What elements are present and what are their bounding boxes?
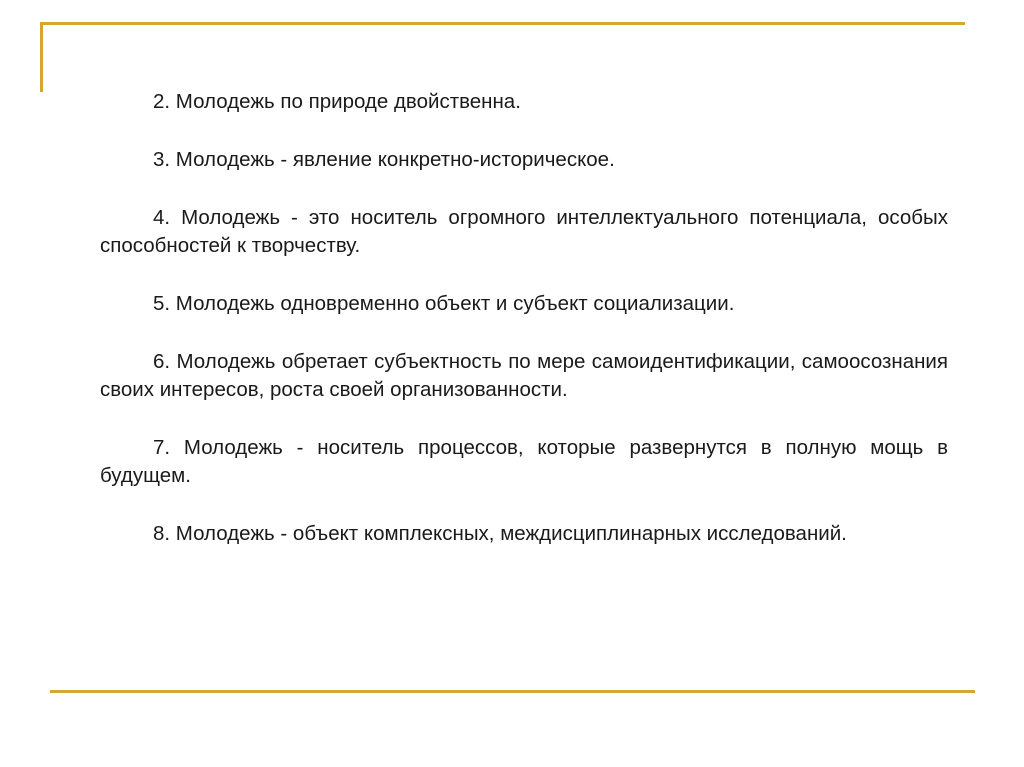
list-item-4: 4. Молодежь - это носитель огромного интеллектуального потенциала, особых способностей к творчеству. [100, 206, 948, 257]
list-item-8: 8. Молодежь - объект комплексных, междисциплинарных исследований. [153, 522, 847, 545]
list-item-7: 7. Молодежь - носитель процессов, которые развернутся в полную мощь в будущем. [100, 436, 948, 487]
slide-content [100, 88, 948, 548]
list-item-6: 6. Молодежь обретает субъектность по мере самоидентификации, самоосознания своих интересов, роста своей организованности. [100, 350, 948, 401]
list-item-5: 5. Молодежь одновременно объект и субъект социализации. [153, 292, 735, 315]
frame-left-line [40, 22, 43, 92]
list-item-2: 2. Молодежь по природе двойственна. [153, 90, 521, 113]
frame-top-line [40, 22, 965, 25]
frame-bottom-line [50, 690, 975, 693]
list-item-3: 3. Молодежь - явление конкретно-историческое. [153, 148, 615, 171]
